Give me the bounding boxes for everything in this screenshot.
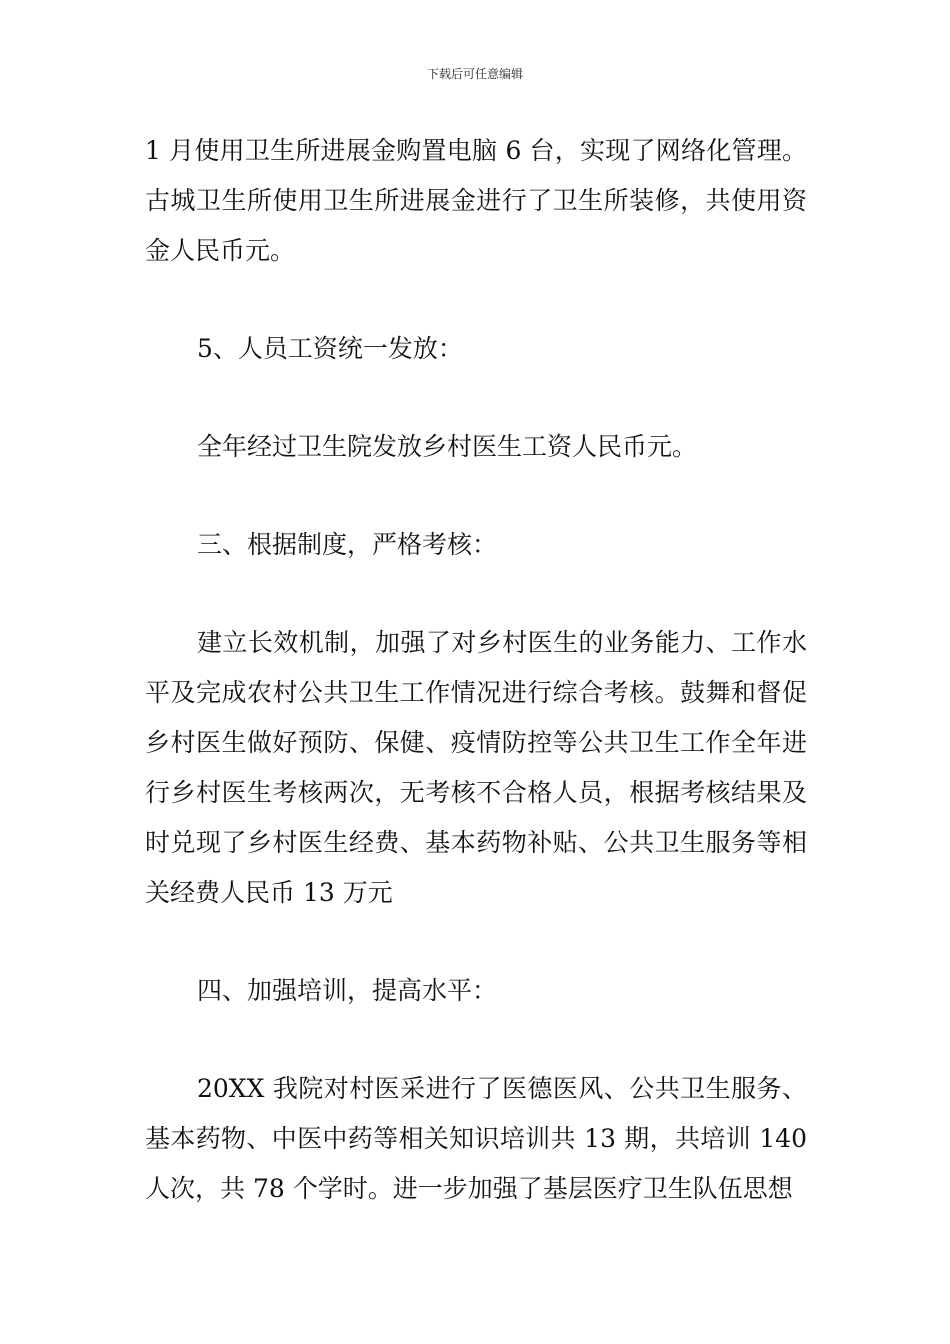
paragraph-assessment: 建立长效机制，加强了对乡村医生的业务能力、工作水平及完成农村公共卫生工作情况进行综合考核。鼓舞和督促乡村医生做好预防、保健、疫情防控等公共卫生工作全年进行乡村医生考核两次，无考核不合格人员，根据考核结果及时兑现了乡村医生经费、基本药物补贴、公共卫生服务等相关经费人民币 13 万元 bbox=[145, 628, 807, 907]
paragraph-salary: 全年经过卫生院发放乡村医生工资人民币元。 bbox=[197, 432, 698, 461]
header-note: 下载后可任意编辑 bbox=[426, 67, 523, 81]
paragraph-training: 20XX 我院对村医采进行了医德医风、公共卫生服务、基本药物、中医中药等相关知识培训共 13 期，共培训 140 人次，共 78 个学时。进一步加强了基层医疗卫生队伍思想 bbox=[145, 1074, 807, 1203]
heading-salary-distribution: 5、人员工资统一发放： bbox=[197, 334, 463, 363]
document-body bbox=[145, 126, 807, 1214]
heading-assessment: 三、根据制度，严格考核： bbox=[197, 530, 498, 559]
paragraph-computers-renovation: 1 月使用卫生所进展金购置电脑 6 台，实现了网络化管理。古城卫生所使用卫生所进展金进行了卫生所装修，共使用资金人民币元。 bbox=[145, 136, 807, 265]
heading-training: 四、加强培训，提高水平： bbox=[197, 976, 498, 1005]
